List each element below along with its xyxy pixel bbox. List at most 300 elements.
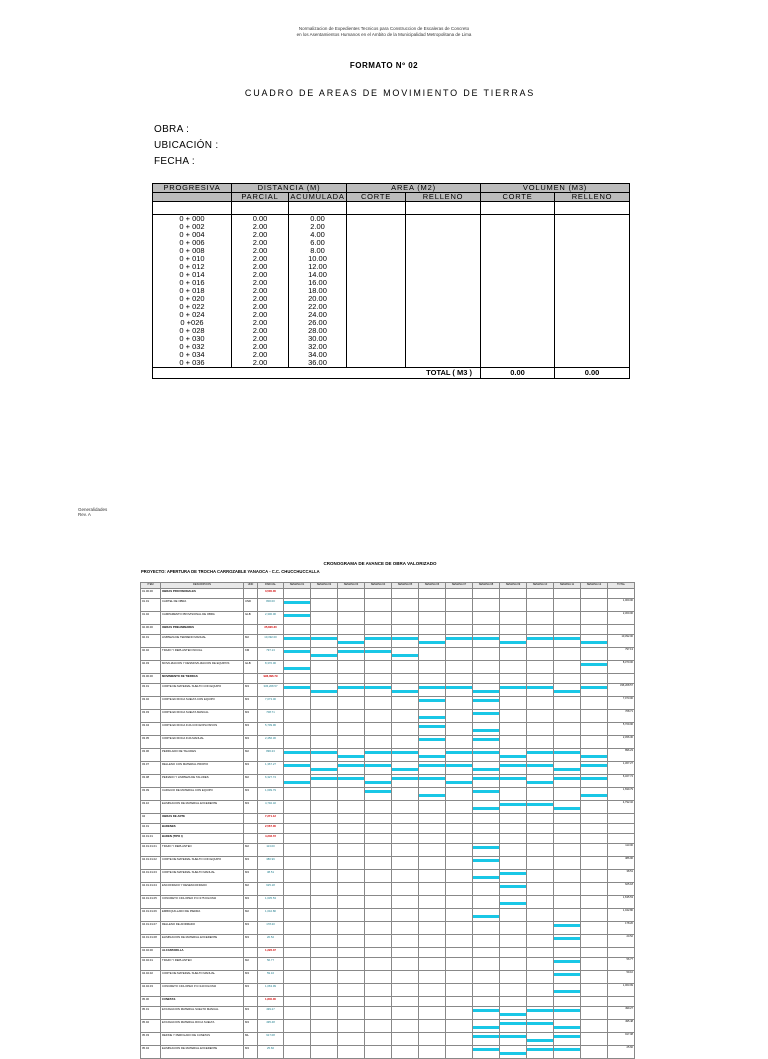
week-cell bbox=[338, 958, 365, 971]
week-cell bbox=[392, 1007, 419, 1020]
header-vol-relleno: RELLENO bbox=[555, 193, 630, 202]
progress-bar bbox=[284, 637, 310, 640]
total-cell: 1,000.00 bbox=[608, 599, 635, 612]
parcial-cell: 917.08 bbox=[258, 1033, 284, 1046]
cronograma-row bbox=[141, 1007, 635, 1020]
unit-cell: KM bbox=[244, 648, 258, 661]
header-vol-corte: CORTE bbox=[481, 193, 555, 202]
week-cell bbox=[365, 824, 392, 834]
item-cell: 01.00.00 bbox=[141, 589, 161, 599]
week-cell bbox=[419, 948, 446, 958]
cronograma-row bbox=[141, 883, 635, 896]
week-cell bbox=[284, 909, 311, 922]
item-cell: 02.02 bbox=[141, 648, 161, 661]
week-cell bbox=[311, 971, 338, 984]
week-cell bbox=[554, 935, 581, 948]
total-cell bbox=[608, 814, 635, 824]
cronograma-row bbox=[141, 1046, 635, 1059]
week-cell bbox=[527, 684, 554, 697]
week-cell bbox=[446, 710, 473, 723]
week-cell bbox=[446, 697, 473, 710]
progress-bar bbox=[419, 738, 445, 741]
progresiva-cell: 0 + 024 bbox=[153, 311, 232, 319]
week-cell bbox=[581, 870, 608, 883]
progresiva-row bbox=[153, 295, 630, 303]
week-cell bbox=[473, 870, 500, 883]
week-cell bbox=[338, 684, 365, 697]
cronograma-header-cell: TOTAL bbox=[608, 583, 635, 589]
week-cell bbox=[446, 1020, 473, 1033]
cronograma-row bbox=[141, 958, 635, 971]
parcial-cell: 2,300.00 bbox=[258, 612, 284, 625]
progresiva-cell: 0 + 016 bbox=[153, 279, 232, 287]
week-cell bbox=[392, 599, 419, 612]
total-cell: 1,635.53 bbox=[608, 896, 635, 909]
description-cell: PERFILADO DE TALUDES bbox=[161, 749, 244, 762]
week-cell bbox=[419, 870, 446, 883]
week-cell bbox=[473, 762, 500, 775]
progress-bar bbox=[473, 859, 499, 862]
cronograma-row bbox=[141, 870, 635, 883]
progress-bar bbox=[500, 777, 526, 780]
week-cell bbox=[311, 788, 338, 801]
vol-relleno-cell bbox=[555, 279, 630, 287]
week-cell bbox=[365, 661, 392, 674]
cronograma-section-row bbox=[141, 589, 635, 599]
week-cell bbox=[500, 697, 527, 710]
week-cell bbox=[392, 648, 419, 661]
vol-relleno-cell bbox=[555, 327, 630, 335]
progress-bar bbox=[527, 764, 553, 767]
total-cell: 8,370.00 bbox=[608, 661, 635, 674]
progress-bar bbox=[527, 803, 553, 806]
cronograma-row bbox=[141, 896, 635, 909]
week-cell bbox=[365, 857, 392, 870]
area-relleno-cell bbox=[406, 335, 481, 343]
vol-relleno-cell bbox=[555, 319, 630, 327]
total-relleno: 0.00 bbox=[555, 368, 630, 379]
week-cell bbox=[284, 948, 311, 958]
progress-bar bbox=[581, 663, 607, 666]
cronograma-row bbox=[141, 723, 635, 736]
week-cell bbox=[554, 922, 581, 935]
area-corte-cell bbox=[347, 287, 406, 295]
week-cell bbox=[581, 801, 608, 814]
week-cell bbox=[446, 1007, 473, 1020]
week-cell bbox=[527, 971, 554, 984]
description-cell: ALCANTARILLA bbox=[161, 948, 244, 958]
parcial-cell: 10,392.00 bbox=[258, 635, 284, 648]
header-area-relleno: RELLENO bbox=[406, 193, 481, 202]
parcial-cell: 1,699.79 bbox=[258, 788, 284, 801]
generalidades-note bbox=[78, 507, 107, 517]
cronograma-row bbox=[141, 984, 635, 997]
progresiva-row bbox=[153, 215, 630, 224]
week-cell bbox=[392, 736, 419, 749]
week-cell bbox=[446, 1046, 473, 1059]
item-cell: 04.02.03 bbox=[141, 984, 161, 997]
area-corte-cell bbox=[347, 263, 406, 271]
cronograma-row bbox=[141, 857, 635, 870]
week-cell bbox=[419, 625, 446, 635]
parcial-cell: 1,840.00 bbox=[258, 997, 284, 1007]
week-cell bbox=[473, 589, 500, 599]
progress-bar bbox=[500, 755, 526, 758]
description-cell: CARTEL DE OBRA bbox=[161, 599, 244, 612]
area-corte-cell bbox=[347, 327, 406, 335]
week-cell bbox=[527, 958, 554, 971]
progress-bar bbox=[311, 654, 337, 657]
area-corte-cell bbox=[347, 239, 406, 247]
area-corte-cell bbox=[347, 215, 406, 224]
vol-relleno-cell bbox=[555, 295, 630, 303]
progress-bar bbox=[311, 751, 337, 754]
description-cell: PEINADO Y LIMPIEZA DE TALUDES bbox=[161, 775, 244, 788]
week-cell bbox=[500, 625, 527, 635]
week-cell bbox=[500, 749, 527, 762]
parcial-cell: 2.00 bbox=[232, 287, 289, 295]
week-cell bbox=[581, 612, 608, 625]
week-cell bbox=[527, 599, 554, 612]
week-cell bbox=[554, 896, 581, 909]
week-cell bbox=[500, 935, 527, 948]
week-cell bbox=[392, 1046, 419, 1059]
week-cell bbox=[365, 958, 392, 971]
progresiva-row bbox=[153, 351, 630, 359]
week-cell bbox=[392, 635, 419, 648]
week-cell bbox=[365, 736, 392, 749]
week-cell bbox=[527, 635, 554, 648]
total-cell: 59.10 bbox=[608, 971, 635, 984]
vol-corte-cell bbox=[481, 287, 555, 295]
progress-bar bbox=[500, 1035, 526, 1038]
week-cell bbox=[311, 635, 338, 648]
cronograma-title: CRONOGRAMA DE AVANCE DE OBRA VALORIZADO bbox=[323, 561, 437, 566]
area-relleno-cell bbox=[406, 295, 481, 303]
week-cell bbox=[311, 922, 338, 935]
week-cell bbox=[446, 625, 473, 635]
week-cell bbox=[554, 1046, 581, 1059]
progress-bar bbox=[473, 1009, 499, 1012]
week-cell bbox=[392, 824, 419, 834]
week-cell bbox=[365, 625, 392, 635]
week-cell bbox=[581, 997, 608, 1007]
progress-bar bbox=[392, 654, 418, 657]
total-cell: 7,073.00 bbox=[608, 697, 635, 710]
week-cell bbox=[392, 834, 419, 844]
progress-bar bbox=[419, 686, 445, 689]
acumulada-cell: 26.00 bbox=[289, 319, 347, 327]
progress-bar bbox=[446, 751, 472, 754]
item-cell: 03.06 bbox=[141, 749, 161, 762]
week-cell bbox=[311, 801, 338, 814]
area-corte-cell bbox=[347, 223, 406, 231]
acumulada-cell: 22.00 bbox=[289, 303, 347, 311]
week-cell bbox=[473, 857, 500, 870]
week-cell bbox=[338, 674, 365, 684]
total-cell: 20.52 bbox=[608, 935, 635, 948]
week-cell bbox=[338, 599, 365, 612]
week-cell bbox=[338, 984, 365, 997]
week-cell bbox=[527, 1033, 554, 1046]
week-cell bbox=[284, 984, 311, 997]
week-cell bbox=[554, 775, 581, 788]
progress-bar bbox=[554, 777, 580, 780]
total-cell: 1,063.99 bbox=[608, 984, 635, 997]
week-cell bbox=[284, 749, 311, 762]
progress-bar bbox=[419, 794, 445, 797]
progress-bar bbox=[500, 803, 526, 806]
week-cell bbox=[500, 909, 527, 922]
week-cell bbox=[419, 661, 446, 674]
header-area-corte: CORTE bbox=[347, 193, 406, 202]
progress-bar bbox=[311, 690, 337, 693]
week-cell bbox=[473, 883, 500, 896]
week-cell bbox=[581, 775, 608, 788]
vol-relleno-cell bbox=[555, 231, 630, 239]
parcial-cell: 38.51 bbox=[258, 870, 284, 883]
week-cell bbox=[527, 997, 554, 1007]
progress-bar bbox=[581, 755, 607, 758]
week-cell bbox=[581, 635, 608, 648]
parcial-cell: 2.00 bbox=[232, 263, 289, 271]
item-cell: 04.01.01.02 bbox=[141, 857, 161, 870]
acumulada-cell: 0.00 bbox=[289, 215, 347, 224]
week-cell bbox=[284, 723, 311, 736]
vol-corte-cell bbox=[481, 215, 555, 224]
week-cell bbox=[392, 788, 419, 801]
progress-bar bbox=[446, 781, 472, 784]
week-cell bbox=[473, 1033, 500, 1046]
week-cell bbox=[527, 762, 554, 775]
week-cell bbox=[446, 648, 473, 661]
total-cell: 896.23 bbox=[608, 749, 635, 762]
vol-corte-cell bbox=[481, 311, 555, 319]
week-cell bbox=[446, 612, 473, 625]
cronograma-row bbox=[141, 612, 635, 625]
week-cell bbox=[365, 984, 392, 997]
week-cell bbox=[365, 674, 392, 684]
progresiva-cell: 0 + 018 bbox=[153, 287, 232, 295]
week-cell bbox=[581, 958, 608, 971]
week-cell bbox=[284, 922, 311, 935]
progress-bar bbox=[338, 764, 364, 767]
total-cell: 336,208.57 bbox=[608, 684, 635, 697]
progress-bar bbox=[365, 764, 391, 767]
week-cell bbox=[365, 870, 392, 883]
cronograma-header-cell: DESCRIPCION bbox=[161, 583, 244, 589]
progress-bar bbox=[392, 768, 418, 771]
week-cell bbox=[311, 710, 338, 723]
week-cell bbox=[554, 710, 581, 723]
week-cell bbox=[392, 948, 419, 958]
week-cell bbox=[365, 801, 392, 814]
cronograma-row bbox=[141, 1033, 635, 1046]
week-cell bbox=[419, 971, 446, 984]
vol-corte-cell bbox=[481, 327, 555, 335]
progress-bar bbox=[473, 777, 499, 780]
week-cell bbox=[554, 948, 581, 958]
week-cell bbox=[446, 834, 473, 844]
week-cell bbox=[392, 922, 419, 935]
vol-relleno-cell bbox=[555, 287, 630, 295]
week-cell bbox=[446, 896, 473, 909]
cronograma-row bbox=[141, 661, 635, 674]
week-cell bbox=[338, 801, 365, 814]
progress-bar bbox=[581, 686, 607, 689]
week-cell bbox=[365, 589, 392, 599]
unit-cell: M3 bbox=[244, 723, 258, 736]
header-note bbox=[0, 26, 768, 38]
week-cell bbox=[419, 648, 446, 661]
progresiva-cell: 0 + 036 bbox=[153, 359, 232, 368]
description-cell: CAMPAMENTO PROVISIONAL DE OBRA bbox=[161, 612, 244, 625]
week-cell bbox=[446, 997, 473, 1007]
progress-bar bbox=[473, 690, 499, 693]
week-cell bbox=[554, 1007, 581, 1020]
unit-cell: M2 bbox=[244, 749, 258, 762]
progress-bar bbox=[527, 1048, 553, 1051]
cronograma-row bbox=[141, 635, 635, 648]
cronograma-header-cell: SEMANA 02 bbox=[311, 583, 338, 589]
week-cell bbox=[338, 697, 365, 710]
week-cell bbox=[500, 674, 527, 684]
progress-bar bbox=[473, 876, 499, 879]
progresiva-cell: 0 + 028 bbox=[153, 327, 232, 335]
week-cell bbox=[338, 661, 365, 674]
item-cell: 05.01 bbox=[141, 1007, 161, 1020]
parcial-cell: 2.00 bbox=[232, 255, 289, 263]
unit-cell: M3 bbox=[244, 736, 258, 749]
area-corte-cell bbox=[347, 255, 406, 263]
parcial-cell: 495.48 bbox=[258, 1020, 284, 1033]
cronograma-project: PROYECTO: APERTURA DE TROCHA CARROZABLE YANAOCA - C.C. CHUCCHUCCALLA bbox=[141, 569, 320, 574]
week-cell bbox=[500, 648, 527, 661]
progress-bar bbox=[419, 699, 445, 702]
progresiva-row bbox=[153, 327, 630, 335]
week-cell bbox=[284, 857, 311, 870]
acumulada-cell: 10.00 bbox=[289, 255, 347, 263]
week-cell bbox=[581, 710, 608, 723]
cronograma-header-cell: SEMANA 07 bbox=[446, 583, 473, 589]
unit-cell bbox=[244, 824, 258, 834]
week-cell bbox=[527, 1046, 554, 1059]
progress-bar bbox=[554, 690, 580, 693]
week-cell bbox=[284, 599, 311, 612]
week-cell bbox=[527, 909, 554, 922]
area-relleno-cell bbox=[406, 311, 481, 319]
week-cell bbox=[284, 997, 311, 1007]
week-cell bbox=[338, 935, 365, 948]
week-cell bbox=[473, 697, 500, 710]
description-cell: ELIMINACION DE MATERIAL EXCEDENTE bbox=[161, 935, 244, 948]
week-cell bbox=[284, 971, 311, 984]
week-cell bbox=[446, 935, 473, 948]
week-cell bbox=[581, 697, 608, 710]
progresiva-cell: 0 + 010 bbox=[153, 255, 232, 263]
cronograma-header-cell: SEMANA 08 bbox=[473, 583, 500, 589]
parcial-cell: 2,456.30 bbox=[258, 736, 284, 749]
progress-bar bbox=[554, 960, 580, 963]
week-cell bbox=[500, 834, 527, 844]
week-cell bbox=[365, 814, 392, 824]
vol-relleno-cell bbox=[555, 239, 630, 247]
week-cell bbox=[284, 958, 311, 971]
cronograma-section-row bbox=[141, 674, 635, 684]
description-cell: EMBOQUILLADO DE PIEDRA bbox=[161, 909, 244, 922]
total-cell: 625.18 bbox=[608, 883, 635, 896]
acumulada-cell: 24.00 bbox=[289, 311, 347, 319]
week-cell bbox=[311, 984, 338, 997]
week-cell bbox=[554, 599, 581, 612]
progress-bar bbox=[473, 915, 499, 918]
vol-corte-cell bbox=[481, 247, 555, 255]
week-cell bbox=[365, 723, 392, 736]
progress-bar bbox=[284, 667, 310, 670]
total-cell: 708.71 bbox=[608, 710, 635, 723]
week-cell bbox=[392, 883, 419, 896]
cronograma-table bbox=[140, 582, 635, 1059]
week-cell bbox=[338, 824, 365, 834]
total-cell: 1,042.80 bbox=[608, 909, 635, 922]
total-cell: 38.51 bbox=[608, 870, 635, 883]
area-relleno-cell bbox=[406, 223, 481, 231]
total-cell: 2,300.00 bbox=[608, 612, 635, 625]
unit-cell bbox=[244, 834, 258, 844]
week-cell bbox=[554, 984, 581, 997]
item-cell: 05.00 bbox=[141, 997, 161, 1007]
item-cell: 03.03 bbox=[141, 710, 161, 723]
week-cell bbox=[473, 935, 500, 948]
week-cell bbox=[419, 723, 446, 736]
parcial-cell: 1,042.80 bbox=[258, 909, 284, 922]
progress-bar bbox=[473, 712, 499, 715]
unit-cell: M3 bbox=[244, 762, 258, 775]
week-cell bbox=[581, 971, 608, 984]
week-cell bbox=[284, 870, 311, 883]
header-distancia: DISTANCIA (M) bbox=[232, 184, 347, 193]
parcial-cell: 3,500.00 bbox=[258, 589, 284, 599]
week-cell bbox=[473, 648, 500, 661]
parcial-cell: 2.00 bbox=[232, 335, 289, 343]
parcial-cell: 2.00 bbox=[232, 247, 289, 255]
week-cell bbox=[392, 661, 419, 674]
week-cell bbox=[500, 788, 527, 801]
total-cell: 56.77 bbox=[608, 958, 635, 971]
week-cell bbox=[527, 612, 554, 625]
cronograma-header-cell: SEMANA 03 bbox=[338, 583, 365, 589]
week-cell bbox=[365, 1046, 392, 1059]
unit-cell: M3 bbox=[244, 1046, 258, 1059]
week-cell bbox=[392, 814, 419, 824]
week-cell bbox=[500, 762, 527, 775]
parcial-cell: 2.00 bbox=[232, 351, 289, 359]
week-cell bbox=[284, 814, 311, 824]
progress-bar bbox=[392, 751, 418, 754]
week-cell bbox=[392, 844, 419, 857]
cronograma-row bbox=[141, 710, 635, 723]
unit-cell: M3 bbox=[244, 935, 258, 948]
week-cell bbox=[554, 814, 581, 824]
week-cell bbox=[527, 697, 554, 710]
description-cell: CORTE EN ROCA FIJA MANUAL bbox=[161, 736, 244, 749]
parcial-cell: 1,367.27 bbox=[258, 762, 284, 775]
vol-corte-cell bbox=[481, 279, 555, 287]
item-cell: 04.01.01.08 bbox=[141, 935, 161, 948]
week-cell bbox=[392, 775, 419, 788]
description-cell: CUNETAS bbox=[161, 997, 244, 1007]
week-cell bbox=[500, 824, 527, 834]
